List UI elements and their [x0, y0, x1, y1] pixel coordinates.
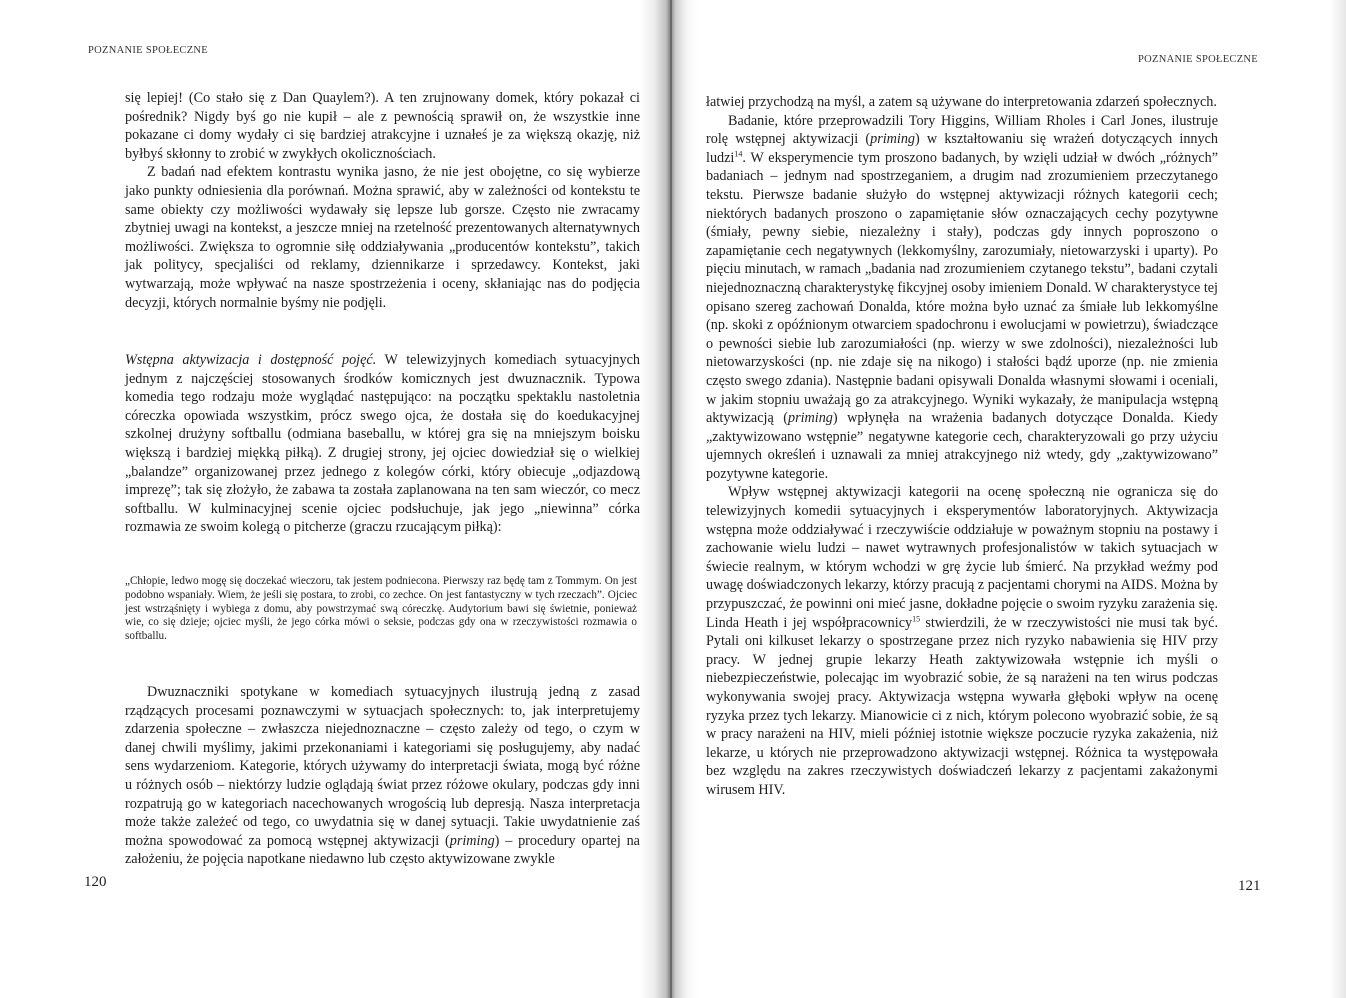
paragraph-text: stwierdzili, że w rzeczywistości nie musi tak być. Pytali oni kilkuset lekarzy o spostrzegane przez nich ryzyko nabawienia się HIV przy pracy. W jednej grupie lekarzy Heath zaktywizowała wstępnie ich myśli o niebezpieczeństwie, polecając im wyobrazić sobie, że są narażeni na ten wirus podczas wykonywania swojej pracy. Aktywizacja wstępna wywarła głęboki wpływ na ocenę ryzyka przez tych lekarzy. Mianowicie ci z nich, którym polecono wyobrazić sobie, że są w pracy narażeni na HIV, mieli później istotnie większe poczucie ryzyka zakażenia, niż lekarze, u których nie przeprowadzono aktywizacji wstępnej. Różnica ta występowała bez względu na zakres rzeczywistych doświadczeń lekarzy z pacjentami zakażonymi wirusem HIV.	[706, 614, 1219, 798]
term-priming: priming	[787, 410, 833, 427]
block-quote	[125, 575, 637, 644]
footnote-ref[interactable]: 15	[912, 613, 921, 623]
paragraph	[125, 683, 640, 869]
page-number: 120	[84, 874, 107, 890]
left-page	[0, 0, 664, 998]
paragraph-text: ) wpłynęła na wrażenia badanych dotyczące Donalda. Kiedy „zaktywizowano wstępnie” negatywne kategorie cech, charakteryzowali go przy użyciu ujemnych określeń i uznawali za mniej atrakcyjnego niż wtedy, gdy „zaktywizowano” pozytywne kategorie.	[706, 410, 1219, 482]
running-head: POZNANIE SPOŁECZNE	[88, 45, 209, 56]
paragraph	[706, 112, 1218, 484]
term-priming: priming	[449, 832, 495, 849]
paragraph-text: . W eksperymencie tym proszono badanych, by wzięli udział w dwóch „różnych” badaniach – jednym nad spostrzeganiem, a drugim nad zrozumieniem przeczytanego tekstu. Pierwsze badanie służyło do wstępnej aktywizacji różnych kategorii cech; niektórych badanych proszono o zapamiętanie słów oznaczających cechy pozytywne (śmiały, pewny siebie, niezależny i stały), podczas gdy innych poproszono o zapamiętanie cech negatywnych (lekkomyślny, zarozumiały, nietowarzyski i uparty). Po pięciu minutach, w ramach „badania nad zrozumieniem czytanego tekstu”, badani czytali niejednoznaczną charakterystykę fikcyjnej osoby imieniem Donald. W charakterystyce tej opisano szereg zachowań Donalda, które można było uznać za śmiałe lub lekkomyślne (np. skoki z opóźnionym otwarciem spadochronu i ewolucjami w powietrzu), świadczące o pewności siebie lub zarozumiałości (np. wierzy w swe zdolności), niezależności lub nietowarzyskości (np. nie zdaje się na nikogo) i stałości bądź uporze (np. nie zmienia często swego zdania). Następnie badani opisywali Donalda własnymi słowami i oceniali, w jakim stopniu uważają go za atrakcyjnego. Wyniki wykazały, że manipulacja wstępną aktywizacją (	[706, 149, 1218, 427]
text-block-1	[125, 89, 640, 312]
paragraph: się lepiej! (Co stało się z Dan Quaylem?). A ten zrujnowany domek, który pokazał ci pośrednik? Nigdy byś go nie kupił – ale z pewnością sprawił on, że wszystkie inne pokazane ci domy wydały ci się bardziej atrakcyjne i uznałeś je za większą okazję, niż byłbyś skłonny to zrobić w zwykłych okolicznościach.	[125, 90, 640, 162]
running-head: POZNANIE SPOŁECZNE	[1138, 54, 1259, 65]
paragraph-text: ) w kształtowaniu się wrażeń dotyczących innych ludzi	[706, 131, 1218, 166]
footnote-ref[interactable]: 14	[734, 149, 743, 159]
paragraph-text: W telewizyjnych komediach sytuacyjnych jednym z najczęściej stosowanych środków komicznych jest dwuznacznik. Typowa komedia tego rodzaju może wyglądać następująco: na początku spektaklu nastoletnia córeczka opowiada wszystkim, prócz swego ojca, że dostała się do koedukacyjnej szkolnej drużyny softballu (odmiana baseballu, w której gra się na mniejszym boisku większą i bardziej miękką piłką). Z drugiej strony, jej ojciec dowiedział się o wielkiej „balandze” organizowanej przez jednego z kolegów córki, który obiecuje „odjazdową imprezę”; tak się złożyło, że zabawa ta została zaplanowana na ten sam wieczór, co mecz softballu. W kulminacyjnej scenie ojciec podsłuchuje, jak jego „niewinna” córka rozmawia ze swoim kolegą o pitcherze (graczu rzucającym piłką):	[125, 352, 640, 536]
paragraph-text: Wpływ wstępnej aktywizacji kategorii na ocenę społeczną nie ogranicza się do telewizyjnych komedii sytuacyjnych i eksperymentów laboratoryjnych. Aktywizacja wstępna może oddziaływać i rzeczywiście oddziałuje w poważnym stopniu na postawy i zachowanie wielu ludzi – nawet wytrawnych profesjonalistów w takich sytuacjach w świecie realnym, w którym wchodzi w grę życie lub śmierć. Na przykład weźmy pod uwagę doświadczonych lekarzy, którzy pracują z pacjentami chorymi na AIDS. Można by przypuszczać, że powinni oni mieć jasne, dokładne pojęcie o swoim ryzyku zarażenia się. Linda Heath i jej współpracownicy	[706, 484, 1218, 631]
paragraph-text: ) – procedury opartej na założeniu, że pojęcia napotkane niedawno lub często aktywizowane zwykle	[125, 832, 640, 868]
paragraph-text: Badanie, które przeprowadzili Tory Higgins, William Rholes i Carl Jones, ilustruje rolę wstępnej aktywizacji (	[706, 112, 1218, 148]
paragraph-text: Dwuznaczniki spotykane w komediach sytuacyjnych ilustrują jedną z zasad rządzących procesami poznawczymi w sytuacjach społecznych: to, jak interpretujemy zdarzenia społeczne – zwłaszcza niejednoznaczne – często zależy od tego, o czym w danej chwili myślimy, jakimi przekonaniami i kategoriami się posługujemy, aby nadać sens wydarzeniom. Kategorie, których używamy do interpretacji świata, mogą być różne u różnych osób – niektórzy ludzie oglądają świat przez różowe okulary, podczas gdy inni rozpatrują go w kategoriach nacechowanych wrogością lub depresją. Nasza interpretacja może także zależeć od tego, co uwydatnia się w danej sytuacji. Takie uwydatnienie zaś można spowodować za pomocą wstępnej aktywizacji (	[125, 684, 640, 849]
text-block-2	[125, 351, 640, 537]
paragraph	[706, 483, 1218, 799]
section-heading: Wstępna aktywizacja i dostępność pojęć.	[125, 352, 377, 368]
quote-text: „Chłopie, ledwo mogę się doczekać wieczoru, tak jestem podniecona. Pierwszy raz będę tam z Tommym. On jest podobno wspaniały. Wiem, że jeśli się postara, to zrobi, co zechce. On jest fantastyczny w tych rzeczach”. Ojciec jest wstrząśnięty i wybiega z domu, aby powstrzymać swą córeczkę. Audytorium bawi się świetnie, ponieważ wie, co się dzieje; ojciec myśli, że jego córka mówi o seksie, podczas gdy ona w rzeczywistości rozmawia o softballu.	[125, 575, 637, 643]
term-priming: priming	[870, 131, 916, 148]
paragraph: łatwiej przychodzą na myśl, a zatem są używane do interpretowania zdarzeń społecznych.	[706, 94, 1217, 110]
paragraph	[125, 351, 640, 537]
right-page	[664, 0, 1346, 998]
page-number: 121	[1238, 878, 1261, 894]
paragraph: Z badań nad efektem kontrastu wynika jasno, że nie jest obojętne, co się wybierze jako punkty odniesienia dla porównań. Można sprawić, aby w zależności od kontekstu te same obiekty czy możliwości wydawały się lepsze lub gorsze. Często nie zwracamy zbytniej uwagi na kontekst, a jeszcze mniej na rzetelność prezentowanych alternatywnych możliwości. Zwiększa to ogromnie siłę oddziaływania „producentów kontekstu”, takich jak politycy, specjaliści od reklamy, dziennikarze i sprzedawcy. Kontekst, jaki wytwarzają, może wpływać na nasze spostrzeżenia i oceny, skłaniając nas do podjęcia decyzji, których normalnie byśmy nie podjęli.	[125, 164, 640, 311]
text-block-right	[706, 93, 1218, 800]
text-block-3	[125, 683, 640, 869]
